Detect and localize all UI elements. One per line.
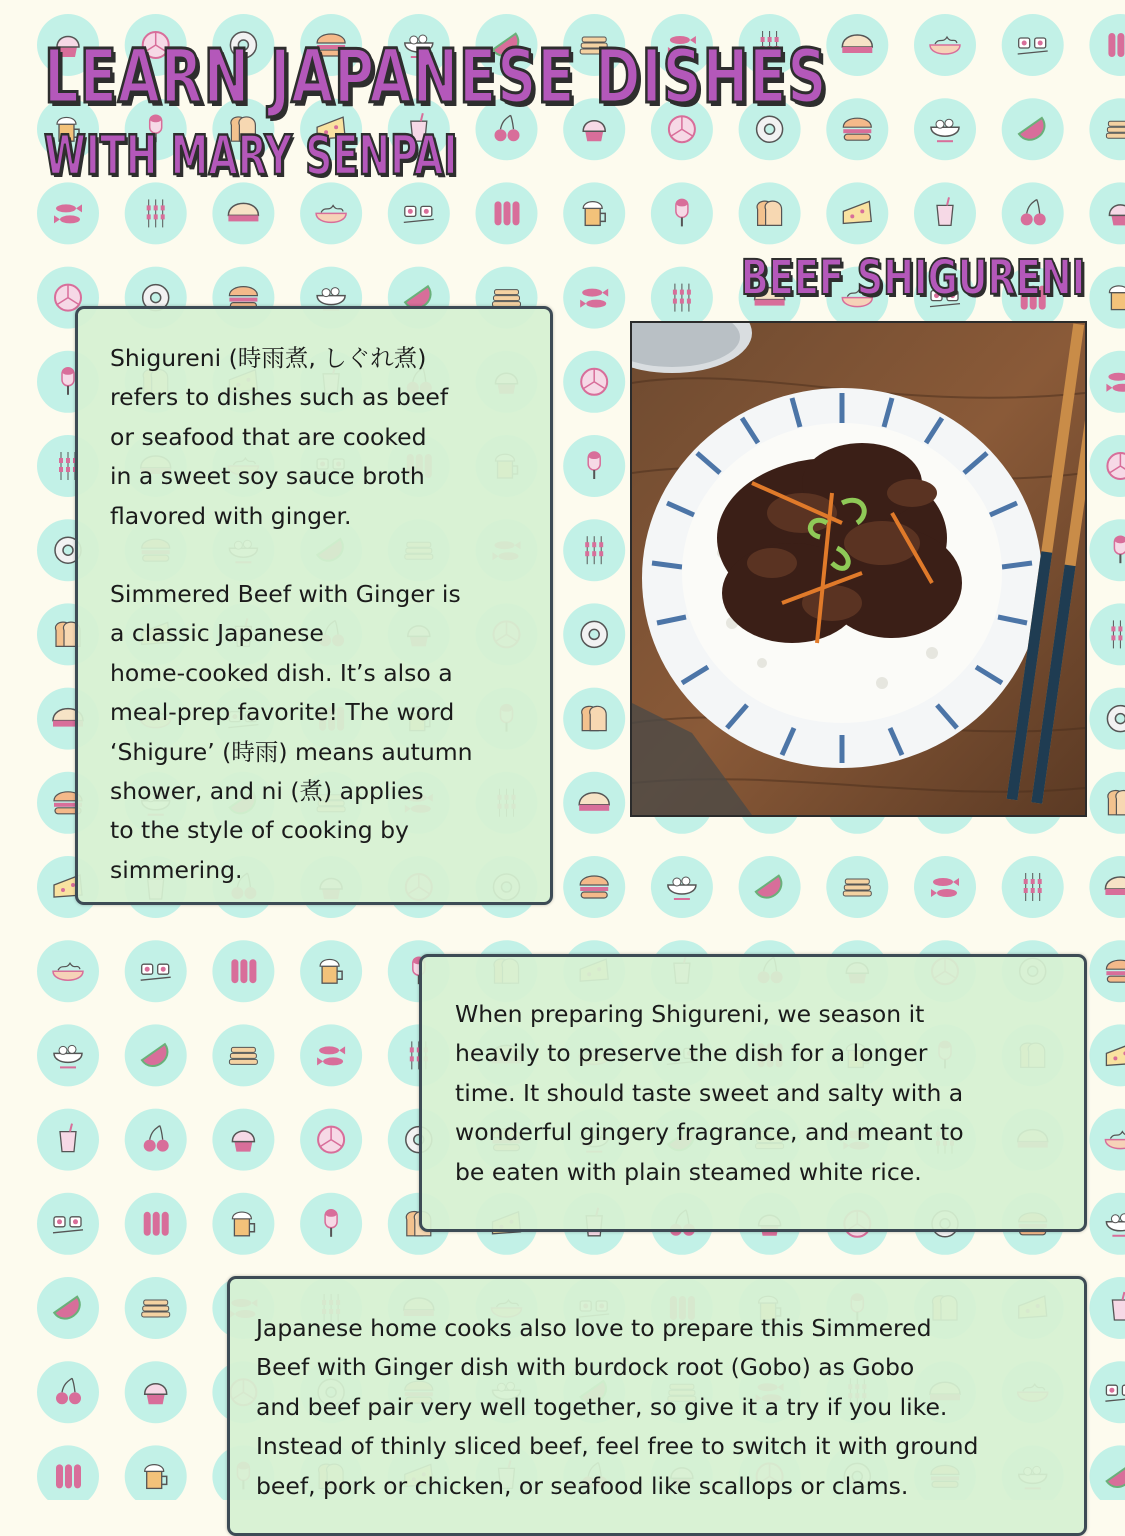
beer-icon bbox=[125, 1445, 187, 1500]
skewers-icon bbox=[125, 182, 187, 244]
sushi-icon bbox=[125, 940, 187, 1002]
sushi-icon bbox=[1089, 1361, 1125, 1423]
burger-icon bbox=[1089, 940, 1125, 1002]
cheese-icon bbox=[826, 182, 888, 244]
pie-icon bbox=[212, 182, 274, 244]
pie-icon bbox=[563, 772, 625, 834]
skewers-icon bbox=[651, 267, 713, 329]
beer-icon bbox=[300, 940, 362, 1002]
rice-bowl-icon bbox=[37, 1024, 99, 1086]
sushi-icon bbox=[388, 182, 450, 244]
pancakes-icon bbox=[212, 1024, 274, 1086]
burger-icon bbox=[563, 856, 625, 918]
cupcake-icon bbox=[125, 1361, 187, 1423]
preparation-paragraph: When preparing Shigureni, we season it heavily to preserve the dish for a longer time. It should taste sweet and salty with a wonderful gingery fragrance, and meant to be eaten with plain steamed white rice. bbox=[455, 1000, 964, 1186]
noodles-icon bbox=[914, 14, 976, 76]
pizza-icon bbox=[300, 1109, 362, 1171]
skewers-icon bbox=[1089, 603, 1125, 665]
watermelon-icon bbox=[1002, 98, 1064, 160]
drink-icon bbox=[1089, 1277, 1125, 1339]
beer-icon bbox=[563, 182, 625, 244]
pancakes-icon bbox=[1089, 98, 1125, 160]
sausage-icon bbox=[1089, 14, 1125, 76]
popsicle-icon bbox=[651, 182, 713, 244]
cherries-icon bbox=[125, 1109, 187, 1171]
noodles-icon bbox=[37, 940, 99, 1002]
noodles-icon bbox=[300, 182, 362, 244]
fish-icon bbox=[1089, 351, 1125, 413]
beer-icon bbox=[212, 1193, 274, 1255]
skewers-icon bbox=[1002, 856, 1064, 918]
pizza-icon bbox=[1089, 435, 1125, 497]
cherries-icon bbox=[1002, 182, 1064, 244]
drink-icon bbox=[37, 1109, 99, 1171]
rice-bowl-icon bbox=[651, 856, 713, 918]
cupcake-icon bbox=[212, 1109, 274, 1171]
page-subtitle: WITH MARY SENPAI bbox=[44, 124, 458, 187]
paragraph-spacer bbox=[110, 536, 540, 575]
variation-paragraph: Japanese home cooks also love to prepare this Simmered Beef with Ginger dish with burdock root (Gobo) as Gobo and beef pair very well together, so give it a try if you like. Instead of thinly sliced beef, feel free to switch it with ground beef, pork or chicken, or seafood like scallops or clams. bbox=[256, 1314, 979, 1500]
toast-icon bbox=[739, 182, 801, 244]
watermelon-icon bbox=[1089, 1445, 1125, 1500]
watermelon-icon bbox=[739, 856, 801, 918]
intro-paragraph-origin: Simmered Beef with Ginger is a classic Japanese home-cooked dish. It’s also a meal-prep favorite! The word ‘Shigure’ (時雨) means autumn shower, and ni (煮) applies to the style of cooking by simmering. bbox=[110, 580, 473, 884]
sausage-icon bbox=[125, 1193, 187, 1255]
page-title: LEARN JAPANESE DISHES bbox=[44, 34, 828, 120]
variation-card bbox=[227, 1276, 1087, 1536]
cupcake-icon bbox=[1089, 182, 1125, 244]
drink-icon bbox=[914, 182, 976, 244]
intro-paragraph-definition: Shigureni (時雨煮, しぐれ煮) refers to dishes such as beef or seafood that are cooked in a sweet soy sauce broth flavored with ginger. bbox=[110, 344, 449, 530]
pizza-icon bbox=[563, 351, 625, 413]
watermelon-icon bbox=[37, 1277, 99, 1339]
cheese-icon bbox=[1089, 1024, 1125, 1086]
sausage-icon bbox=[212, 940, 274, 1002]
sushi-icon bbox=[1002, 14, 1064, 76]
rice-bowl-icon bbox=[1089, 1193, 1125, 1255]
burger-icon bbox=[826, 98, 888, 160]
dish-photo bbox=[630, 321, 1087, 817]
fish-icon bbox=[563, 267, 625, 329]
intro-card bbox=[75, 306, 553, 905]
popsicle-icon bbox=[300, 1193, 362, 1255]
noodles-icon bbox=[1089, 1109, 1125, 1171]
sausage-icon bbox=[37, 1445, 99, 1500]
toast-icon bbox=[563, 688, 625, 750]
sausage-icon bbox=[476, 182, 538, 244]
watermelon-icon bbox=[125, 1024, 187, 1086]
pancakes-icon bbox=[826, 856, 888, 918]
pie-icon bbox=[826, 14, 888, 76]
beer-icon bbox=[1089, 267, 1125, 329]
fish-icon bbox=[37, 182, 99, 244]
fish-icon bbox=[914, 856, 976, 918]
popsicle-icon bbox=[1089, 519, 1125, 581]
popsicle-icon bbox=[563, 435, 625, 497]
preparation-card bbox=[419, 954, 1087, 1232]
toast-icon bbox=[1089, 772, 1125, 834]
pancakes-icon bbox=[125, 1277, 187, 1339]
cherries-icon bbox=[37, 1361, 99, 1423]
rice-bowl-icon bbox=[914, 98, 976, 160]
donut-icon bbox=[1089, 688, 1125, 750]
sushi-icon bbox=[37, 1193, 99, 1255]
pie-icon bbox=[1089, 856, 1125, 918]
donut-icon bbox=[563, 603, 625, 665]
skewers-icon bbox=[563, 519, 625, 581]
fish-icon bbox=[300, 1024, 362, 1086]
dish-title: BEEF SHIGURENI bbox=[740, 250, 1085, 306]
